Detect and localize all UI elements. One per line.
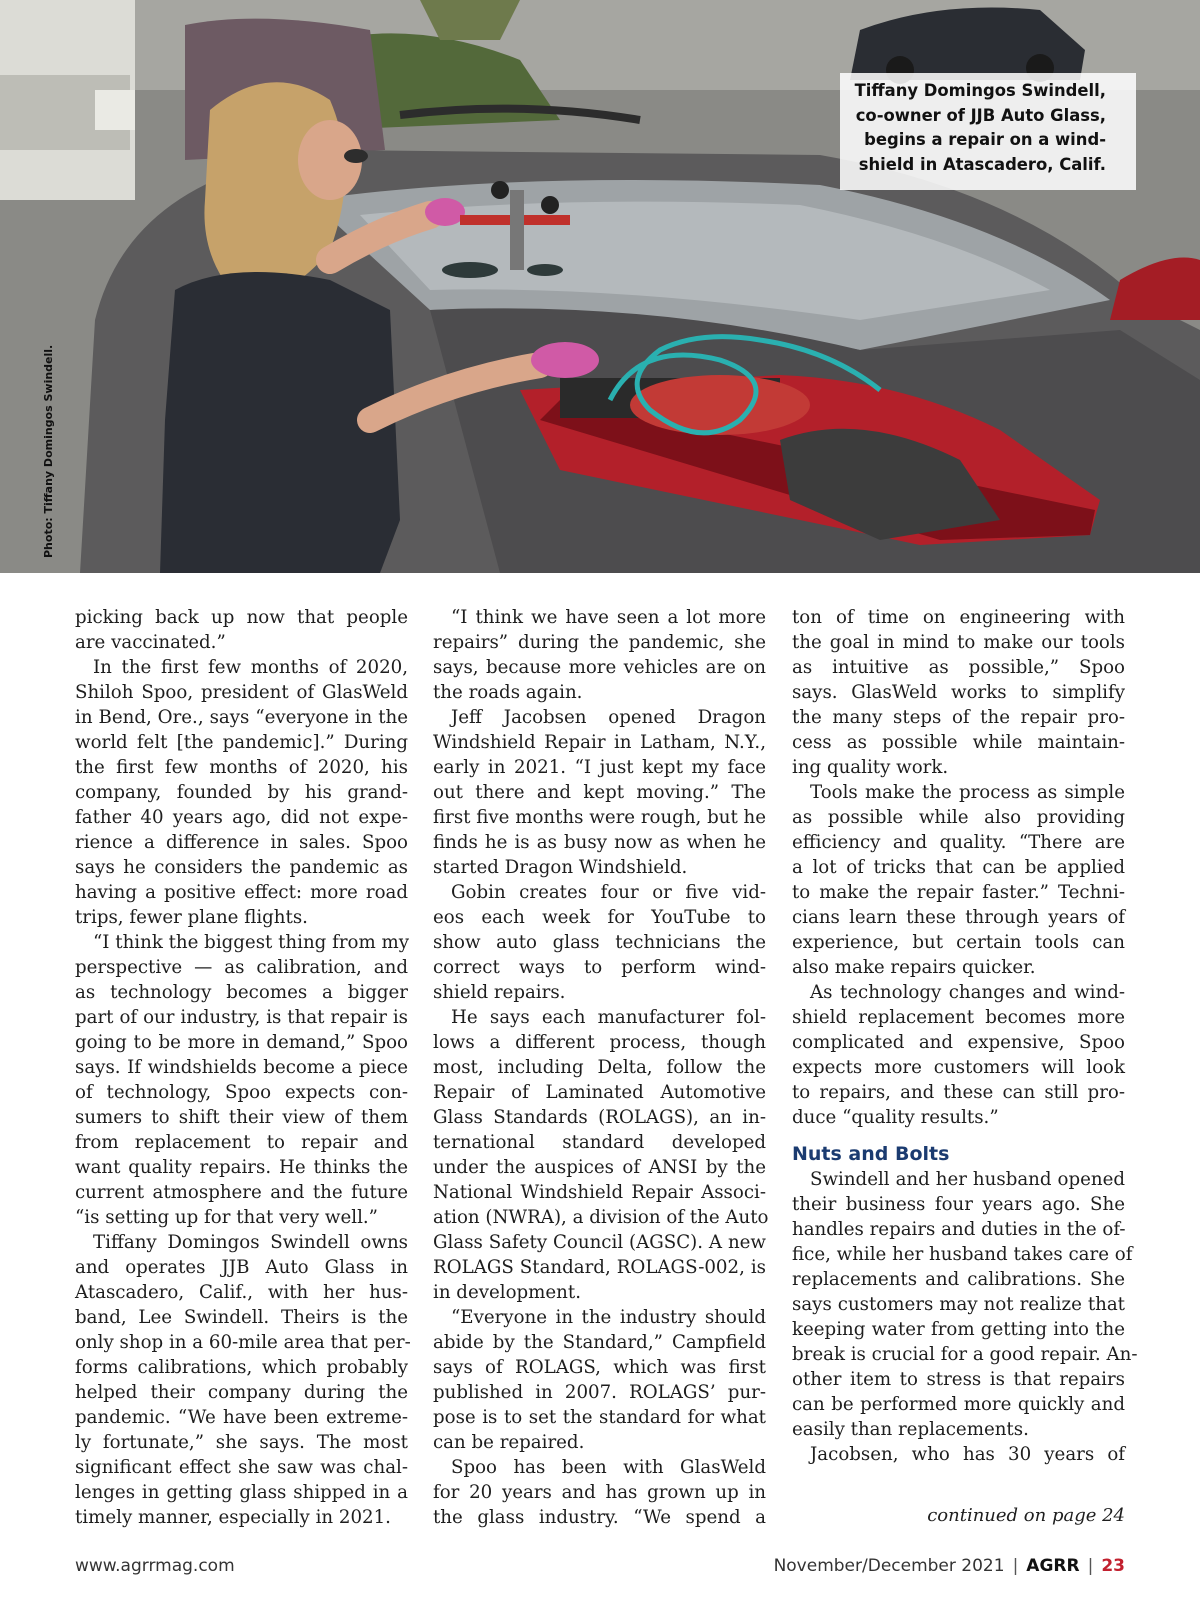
article-line: “I think we have seen a lot more bbox=[451, 607, 766, 628]
article-line: part of our industry, is that repair is bbox=[75, 1007, 408, 1028]
article-line: finds he is as busy now as when he bbox=[433, 832, 766, 853]
article-line: father 40 years ago, did not expe- bbox=[75, 807, 408, 828]
article-line: ation (NWRA), a division of the Auto bbox=[433, 1207, 769, 1228]
article-line: Atascadero, Calif., with her hus- bbox=[75, 1282, 408, 1303]
article-line: Gobin creates four or five vid- bbox=[451, 882, 766, 903]
section-heading: Nuts and Bolts bbox=[792, 1143, 950, 1165]
article-line: as intuitive as possible,” Spoo bbox=[792, 657, 1125, 678]
article-line: also make repairs quicker. bbox=[792, 957, 1036, 978]
article-line: Windshield Repair in Latham, N.Y., bbox=[433, 732, 766, 753]
article-line: forms calibrations, which probably bbox=[75, 1357, 408, 1378]
article-line: says, because more vehicles are on bbox=[433, 657, 766, 678]
caption-line: shield in Atascadero, Calif. bbox=[858, 154, 1106, 174]
article-line: having a positive effect: more road bbox=[75, 882, 408, 903]
article-line: Tiffany Domingos Swindell owns bbox=[93, 1232, 408, 1253]
article-line: going to be more in demand,” Spoo bbox=[75, 1032, 408, 1053]
article-line: out there and kept moving.” The bbox=[433, 782, 766, 803]
article-line: as technology becomes a bigger bbox=[75, 982, 408, 1003]
article-line: As technology changes and wind- bbox=[810, 982, 1125, 1003]
article-line: Jacobsen, who has 30 years of bbox=[810, 1444, 1125, 1465]
article-line: eos each week for YouTube to bbox=[433, 907, 766, 928]
article-line: to repairs, and these can still pro- bbox=[792, 1082, 1125, 1103]
article-line: efficiency and quality. “There are bbox=[792, 832, 1125, 853]
caption-line: Tiffany Domingos Swindell, bbox=[854, 81, 1106, 100]
article-column-1 bbox=[75, 605, 411, 1530]
article-line: Glass Standards (ROLAGS), an in- bbox=[433, 1107, 766, 1128]
article-line: perspective — as calibration, and bbox=[75, 957, 408, 978]
article-line: easily than replacements. bbox=[792, 1419, 1029, 1440]
article-line: sumers to shift their view of them bbox=[75, 1107, 408, 1128]
article-line: show auto glass technicians the bbox=[433, 932, 766, 953]
footer-separator: | bbox=[1012, 1556, 1019, 1576]
footer-brand: AGRR bbox=[1026, 1556, 1080, 1576]
footer-website: www.agrrmag.com bbox=[75, 1556, 235, 1576]
article-line: “is setting up for that very well.” bbox=[75, 1207, 378, 1228]
article-column-3 bbox=[792, 605, 1138, 1467]
article-line: the many steps of the repair pro- bbox=[792, 707, 1125, 728]
article-column-2 bbox=[433, 605, 769, 1530]
article-line: picking back up now that people bbox=[75, 607, 408, 628]
article-line: and operates JJB Auto Glass in bbox=[75, 1257, 408, 1278]
article-line: only shop in a 60-mile area that per- bbox=[75, 1332, 411, 1353]
article-line: world felt [the pandemic].” During bbox=[75, 732, 408, 753]
article-line: under the auspices of ANSI by the bbox=[433, 1157, 766, 1178]
article-line: current atmosphere and the future bbox=[75, 1182, 408, 1203]
article-line: their business four years ago. She bbox=[792, 1194, 1125, 1215]
article-line: “Everyone in the industry should bbox=[451, 1307, 766, 1328]
article-line: a lot of tricks that can be applied bbox=[792, 857, 1125, 878]
caption-line: begins a repair on a wind- bbox=[864, 130, 1106, 149]
photo-credit: Photo: Tiffany Domingos Swindell. bbox=[42, 344, 55, 558]
article-line: rience a difference in sales. Spoo bbox=[75, 832, 408, 853]
article-line: keeping water from getting into the bbox=[792, 1319, 1125, 1340]
article-line: for 20 years and has grown up in bbox=[433, 1482, 766, 1503]
article-line: shield replacement becomes more bbox=[792, 1007, 1125, 1028]
footer-folio bbox=[774, 1556, 1125, 1576]
article-line: can be performed more quickly and bbox=[792, 1394, 1125, 1415]
photo-caption bbox=[840, 73, 1136, 190]
article-line: the glass industry. “We spend a bbox=[433, 1507, 766, 1528]
article-line: most, including Delta, follow the bbox=[433, 1057, 766, 1078]
article-line: to make the repair faster.” Techni- bbox=[792, 882, 1125, 903]
article-line: pandemic. “We have been extreme- bbox=[75, 1407, 408, 1428]
article-line: He says each manufacturer fol- bbox=[451, 1007, 766, 1028]
article-line: replacements and calibrations. She bbox=[792, 1269, 1125, 1290]
article-line: Spoo has been with GlasWeld bbox=[451, 1457, 766, 1478]
article-line: band, Lee Swindell. Theirs is the bbox=[75, 1307, 408, 1328]
article-photo bbox=[0, 0, 1200, 573]
article-line: National Windshield Repair Associ- bbox=[433, 1182, 766, 1203]
article-line: ing quality work. bbox=[792, 757, 949, 778]
article-line: in development. bbox=[433, 1282, 581, 1303]
article-line: early in 2021. “I just kept my face bbox=[433, 757, 766, 778]
article-line: Tools make the process as simple bbox=[810, 782, 1125, 803]
article-line: as possible while also providing bbox=[792, 807, 1125, 828]
article-line: company, founded by his grand- bbox=[75, 782, 408, 803]
article-line: ternational standard developed bbox=[433, 1132, 766, 1153]
article-line: Repair of Laminated Automotive bbox=[433, 1082, 766, 1103]
article-line: trips, fewer plane flights. bbox=[75, 907, 308, 928]
article-line: experience, but certain tools can bbox=[792, 932, 1125, 953]
article-line: the first few months of 2020, his bbox=[75, 757, 408, 778]
article-line: complicated and expensive, Spoo bbox=[792, 1032, 1125, 1053]
article-line: first five months were rough, but he bbox=[433, 807, 767, 828]
article-line: cians learn these through years of bbox=[792, 907, 1125, 928]
page-number: 23 bbox=[1101, 1556, 1125, 1576]
article-line: expects more customers will look bbox=[792, 1057, 1125, 1078]
article-line: repairs” during the pandemic, she bbox=[433, 632, 766, 653]
caption-line: co-owner of JJB Auto Glass, bbox=[855, 105, 1106, 125]
article-line: says. GlasWeld works to simplify bbox=[792, 682, 1125, 703]
article-line: says of ROLAGS, which was first bbox=[433, 1357, 766, 1378]
article-line: the roads again. bbox=[433, 682, 583, 703]
article-line: handles repairs and duties in the of- bbox=[792, 1219, 1126, 1240]
article-line: Jeff Jacobsen opened Dragon bbox=[451, 707, 766, 728]
article-line: Glass Safety Council (AGSC). A new bbox=[433, 1232, 766, 1253]
article-line: timely manner, especially in 2021. bbox=[75, 1507, 391, 1528]
article-line: significant effect she saw was chal- bbox=[75, 1457, 408, 1478]
article-line: published in 2007. ROLAGS’ pur- bbox=[433, 1382, 766, 1403]
article-line: Shiloh Spoo, president of GlasWeld bbox=[75, 682, 408, 703]
article-line: “I think the biggest thing from my bbox=[93, 932, 410, 953]
article-line: says customers may not realize that bbox=[792, 1294, 1125, 1315]
article-line: want quality repairs. He thinks the bbox=[75, 1157, 408, 1178]
article-line: in Bend, Ore., says “everyone in the bbox=[75, 707, 408, 728]
article-line: says. If windshields become a piece bbox=[75, 1057, 408, 1078]
article-line: the goal in mind to make our tools bbox=[792, 632, 1125, 653]
article-line: cess as possible while maintain- bbox=[792, 732, 1125, 753]
article-line: shield repairs. bbox=[433, 982, 566, 1003]
article-line: helped their company during the bbox=[75, 1382, 408, 1403]
article-line: other item to stress is that repairs bbox=[792, 1369, 1125, 1390]
article-line: can be repaired. bbox=[433, 1432, 585, 1453]
article-line: pose is to set the standard for what bbox=[433, 1407, 766, 1428]
article-line: ton of time on engineering with bbox=[792, 607, 1125, 628]
article-line: break is crucial for a good repair. An- bbox=[792, 1344, 1138, 1365]
article-line: fice, while her husband takes care of bbox=[792, 1244, 1133, 1265]
article-line: lows a different process, though bbox=[433, 1032, 766, 1053]
article-line: ly fortunate,” she says. The most bbox=[75, 1432, 408, 1453]
footer-issue: November/December 2021 bbox=[773, 1556, 1005, 1576]
article-line: correct ways to perform wind- bbox=[433, 957, 766, 978]
footer-separator: | bbox=[1087, 1556, 1094, 1576]
article-line: Swindell and her husband opened bbox=[810, 1169, 1125, 1190]
article-line: are vaccinated.” bbox=[75, 632, 226, 653]
article-line: abide by the Standard,” Campfield bbox=[433, 1332, 766, 1353]
article-line: says he considers the pandemic as bbox=[75, 857, 408, 878]
article-line: from replacement to repair and bbox=[75, 1132, 408, 1153]
article-line: lenges in getting glass shipped in a bbox=[75, 1482, 408, 1503]
continued-note: continued on page 24 bbox=[927, 1505, 1125, 1526]
article-line: ROLAGS Standard, ROLAGS-002, is bbox=[433, 1257, 766, 1278]
article-line: duce “quality results.” bbox=[792, 1107, 999, 1128]
article-line: started Dragon Windshield. bbox=[433, 857, 688, 878]
article-line: In the first few months of 2020, bbox=[93, 657, 408, 678]
article-line: of technology, Spoo expects con- bbox=[75, 1082, 408, 1103]
